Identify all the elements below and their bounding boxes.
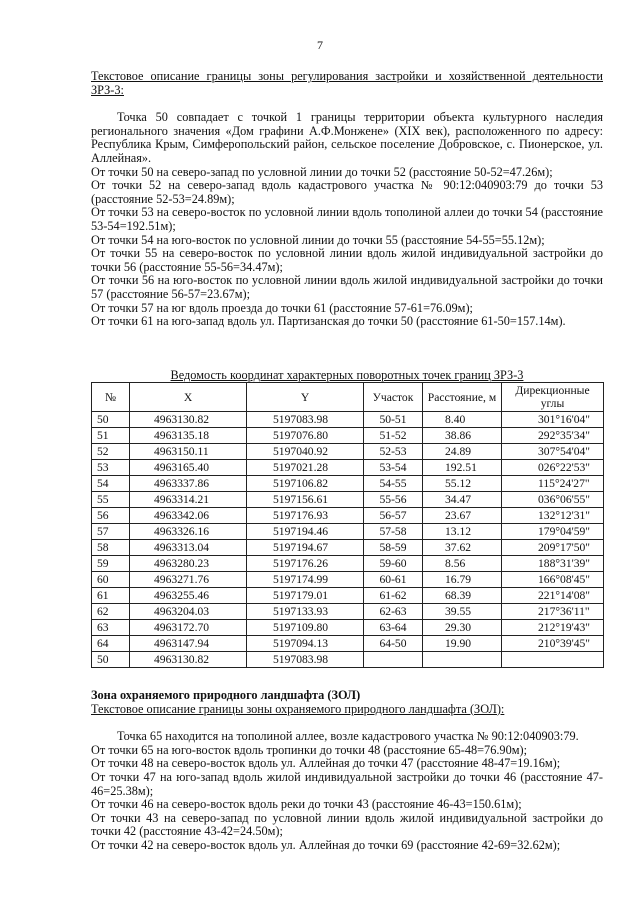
coord-x-cell: 4963165.40 [130, 460, 247, 476]
table-caption: Ведомость координат характерных поворотных точек границ ЗРЗ-3 [170, 368, 524, 382]
coord-y-cell: 5197179.01 [247, 588, 364, 604]
coord-y-cell: 5197176.26 [247, 556, 364, 572]
coord-y-cell: 5197083.98 [247, 412, 364, 428]
header-direction: Дирекционные углы [502, 383, 604, 412]
point-number-cell: 59 [92, 556, 130, 572]
coord-y-cell: 5197194.67 [247, 540, 364, 556]
coord-y-cell: 5197109.80 [247, 620, 364, 636]
table-row [92, 636, 604, 652]
table-row [92, 508, 604, 524]
coord-x-cell: 4963135.18 [130, 428, 247, 444]
direction-angle-cell: 292°35'34" [502, 428, 604, 444]
table-row [92, 476, 604, 492]
table-row [92, 588, 604, 604]
segment-cell: 58-59 [364, 540, 423, 556]
distance-cell: 55.12 [423, 476, 502, 492]
segment-cell: 57-58 [364, 524, 423, 540]
coordinates-table [91, 382, 604, 668]
route-line: От точки 54 на юго-восток по условной линии до точки 55 (расстояние 54-55=55.12м); [91, 232, 545, 247]
coord-y-cell: 5197156.61 [247, 492, 364, 508]
table-row [92, 572, 604, 588]
table-row [92, 460, 604, 476]
coord-x-cell: 4963337.86 [130, 476, 247, 492]
segment-cell: 56-57 [364, 508, 423, 524]
point-number-cell: 52 [92, 444, 130, 460]
direction-angle-cell: 188°31'39" [502, 556, 604, 572]
coord-y-cell: 5197040.92 [247, 444, 364, 460]
direction-angle-cell: 221°14'08" [502, 588, 604, 604]
coord-y-cell: 5197021.28 [247, 460, 364, 476]
direction-angle-cell: 115°24'27" [502, 476, 604, 492]
direction-angle-cell: 209°17'50" [502, 540, 604, 556]
coord-x-cell: 4963204.03 [130, 604, 247, 620]
table-row [92, 412, 604, 428]
table-header-row [92, 383, 604, 412]
zol-section [91, 689, 603, 853]
distance-cell: 8.56 [423, 556, 502, 572]
zol-intro: Точка 65 находится на тополиной аллее, возле кадастрового участка № 90:12:040903:79. [117, 729, 579, 744]
point-number-cell: 63 [92, 620, 130, 636]
direction-angle-cell [502, 652, 604, 668]
coord-y-cell: 5197106.82 [247, 476, 364, 492]
zol-heading: Текстовое описание границы зоны охраняемого природного ландшафта (ЗОЛ): [91, 701, 505, 716]
segment-cell [364, 652, 423, 668]
segment-cell: 63-64 [364, 620, 423, 636]
coord-y-cell: 5197083.98 [247, 652, 364, 668]
point-number-cell: 62 [92, 604, 130, 620]
segment-cell: 50-51 [364, 412, 423, 428]
segment-cell: 64-50 [364, 636, 423, 652]
coord-x-cell: 4963172.70 [130, 620, 247, 636]
point-number-cell: 53 [92, 460, 130, 476]
segment-cell: 55-56 [364, 492, 423, 508]
segment-cell: 61-62 [364, 588, 423, 604]
header-distance: Расстояние, м [423, 383, 502, 412]
coord-x-cell: 4963280.23 [130, 556, 247, 572]
point-number-cell: 58 [92, 540, 130, 556]
table-row [92, 620, 604, 636]
route-line: От точки 65 на юго-восток вдоль тропинки до точки 48 (расстояние 65-48=76.90м); [91, 742, 528, 757]
distance-cell: 29.30 [423, 620, 502, 636]
point-number-cell: 61 [92, 588, 130, 604]
distance-cell: 24.89 [423, 444, 502, 460]
table-body [92, 412, 604, 668]
distance-cell: 192.51 [423, 460, 502, 476]
coord-x-cell: 4963314.21 [130, 492, 247, 508]
coord-y-cell: 5197174.99 [247, 572, 364, 588]
segment-cell: 60-61 [364, 572, 423, 588]
table-row [92, 428, 604, 444]
direction-angle-cell: 166°08'45" [502, 572, 604, 588]
direction-angle-cell: 307°54'04" [502, 444, 604, 460]
coord-y-cell: 5197194.46 [247, 524, 364, 540]
route-line: От точки 53 на северо-восток по условной линии вдоль тополиной аллеи до точки 54 (расстояние 53-54=192.51м); [91, 205, 603, 233]
coord-x-cell: 4963313.04 [130, 540, 247, 556]
direction-angle-cell: 026°22'53" [502, 460, 604, 476]
coord-x-cell: 4963255.46 [130, 588, 247, 604]
direction-angle-cell: 179°04'59" [502, 524, 604, 540]
header-x: X [130, 383, 247, 412]
route-line: От точки 61 на юго-запад вдоль ул. Партизанская до точки 50 (расстояние 61-50=157.14м). [91, 314, 566, 329]
table-row [92, 524, 604, 540]
coord-x-cell: 4963271.76 [130, 572, 247, 588]
direction-angle-cell: 212°19'43" [502, 620, 604, 636]
route-line: От точки 57 на юг вдоль проезда до точки 61 (расстояние 57-61=76.09м); [91, 300, 473, 315]
route-line: От точки 52 на северо-запад вдоль кадастрового участка № 90:12:040903:79 до точки 53 (расстояние 52-53=24.89м); [91, 178, 603, 206]
distance-cell: 16.79 [423, 572, 502, 588]
table-row [92, 652, 604, 668]
header-number: № [92, 383, 130, 412]
zrz3-heading: Текстовое описание границы зоны регулирования застройки и хозяйственной деятельности ЗРЗ-3: [91, 69, 603, 97]
coord-y-cell: 5197094.13 [247, 636, 364, 652]
point-number-cell: 57 [92, 524, 130, 540]
segment-cell: 53-54 [364, 460, 423, 476]
direction-angle-cell: 301°16'04" [502, 412, 604, 428]
point-number-cell: 54 [92, 476, 130, 492]
route-line: От точки 42 на северо-восток вдоль ул. Аллейная до точки 69 (расстояние 42-69=32.62м); [91, 837, 561, 852]
route-line: От точки 43 на северо-запад по условной линии вдоль жилой индивидуальной застройки до точки 42 (расстояние 43-42=24.50м); [91, 810, 603, 839]
zrz3-section [91, 70, 603, 329]
route-line: От точки 46 на северо-восток вдоль реки до точки 43 (расстояние 46-43=150.61м); [91, 797, 522, 812]
table-row [92, 604, 604, 620]
coord-x-cell: 4963150.11 [130, 444, 247, 460]
point-number-cell: 50 [92, 652, 130, 668]
direction-angle-cell: 217°36'11" [502, 604, 604, 620]
distance-cell: 39.55 [423, 604, 502, 620]
coord-x-cell: 4963342.06 [130, 508, 247, 524]
segment-cell: 52-53 [364, 444, 423, 460]
page-number: 7 [317, 38, 323, 52]
distance-cell: 37.62 [423, 540, 502, 556]
distance-cell: 68.39 [423, 588, 502, 604]
route-line: От точки 56 на юго-восток по условной линии вдоль жилой индивидуальной застройки до точки 57 (расстояние 56-57=23.67м); [91, 273, 603, 301]
table-row [92, 492, 604, 508]
coord-y-cell: 5197176.93 [247, 508, 364, 524]
coord-x-cell: 4963130.82 [130, 652, 247, 668]
direction-angle-cell: 036°06'55" [502, 492, 604, 508]
header-segment: Участок [364, 383, 423, 412]
distance-cell: 19.90 [423, 636, 502, 652]
segment-cell: 54-55 [364, 476, 423, 492]
segment-cell: 51-52 [364, 428, 423, 444]
route-line: От точки 50 на северо-запад по условной линии до точки 52 (расстояние 50-52=47.26м); [91, 164, 553, 179]
coord-x-cell: 4963326.16 [130, 524, 247, 540]
table-row [92, 444, 604, 460]
table-row [92, 556, 604, 572]
table-row [92, 540, 604, 556]
direction-angle-cell: 132°12'31" [502, 508, 604, 524]
point-number-cell: 56 [92, 508, 130, 524]
distance-cell: 38.86 [423, 428, 502, 444]
zol-route-list [91, 744, 603, 853]
point-number-cell: 51 [92, 428, 130, 444]
zrz3-intro: Точка 50 совпадает с точкой 1 границы территории объекта культурного наследия регионального значения «Дом графини А.Ф.Монжене» (XIX век), расположенного по адресу: Республика Крым, Симферопольский район, сельское поселение Добровское, с. Пионерское, ул. Аллейная». [91, 110, 603, 165]
direction-angle-cell: 210°39'45" [502, 636, 604, 652]
point-number-cell: 55 [92, 492, 130, 508]
distance-cell: 23.67 [423, 508, 502, 524]
zol-title: Зона охраняемого природного ландшафта (ЗОЛ) [91, 688, 361, 702]
coord-x-cell: 4963130.82 [130, 412, 247, 428]
point-number-cell: 50 [92, 412, 130, 428]
coord-x-cell: 4963147.94 [130, 636, 247, 652]
route-line: От точки 47 на юго-запад вдоль жилой индивидуальной застройки до точки 46 (расстояние 47-46=25.38м); [91, 769, 603, 798]
zrz3-route-list [91, 166, 603, 329]
coord-y-cell: 5197076.80 [247, 428, 364, 444]
distance-cell: 8.40 [423, 412, 502, 428]
distance-cell: 34.47 [423, 492, 502, 508]
segment-cell: 62-63 [364, 604, 423, 620]
header-y: Y [247, 383, 364, 412]
point-number-cell: 60 [92, 572, 130, 588]
route-line: От точки 55 на северо-восток по условной линии вдоль жилой индивидуальной застройки до точки 56 (расстояние 55-56=34.47м); [91, 246, 603, 274]
distance-cell: 13.12 [423, 524, 502, 540]
segment-cell: 59-60 [364, 556, 423, 572]
distance-cell [423, 652, 502, 668]
point-number-cell: 64 [92, 636, 130, 652]
route-line: От точки 48 на северо-восток вдоль ул. Аллейная до точки 47 (расстояние 48-47=19.16м); [91, 756, 561, 771]
coord-y-cell: 5197133.93 [247, 604, 364, 620]
